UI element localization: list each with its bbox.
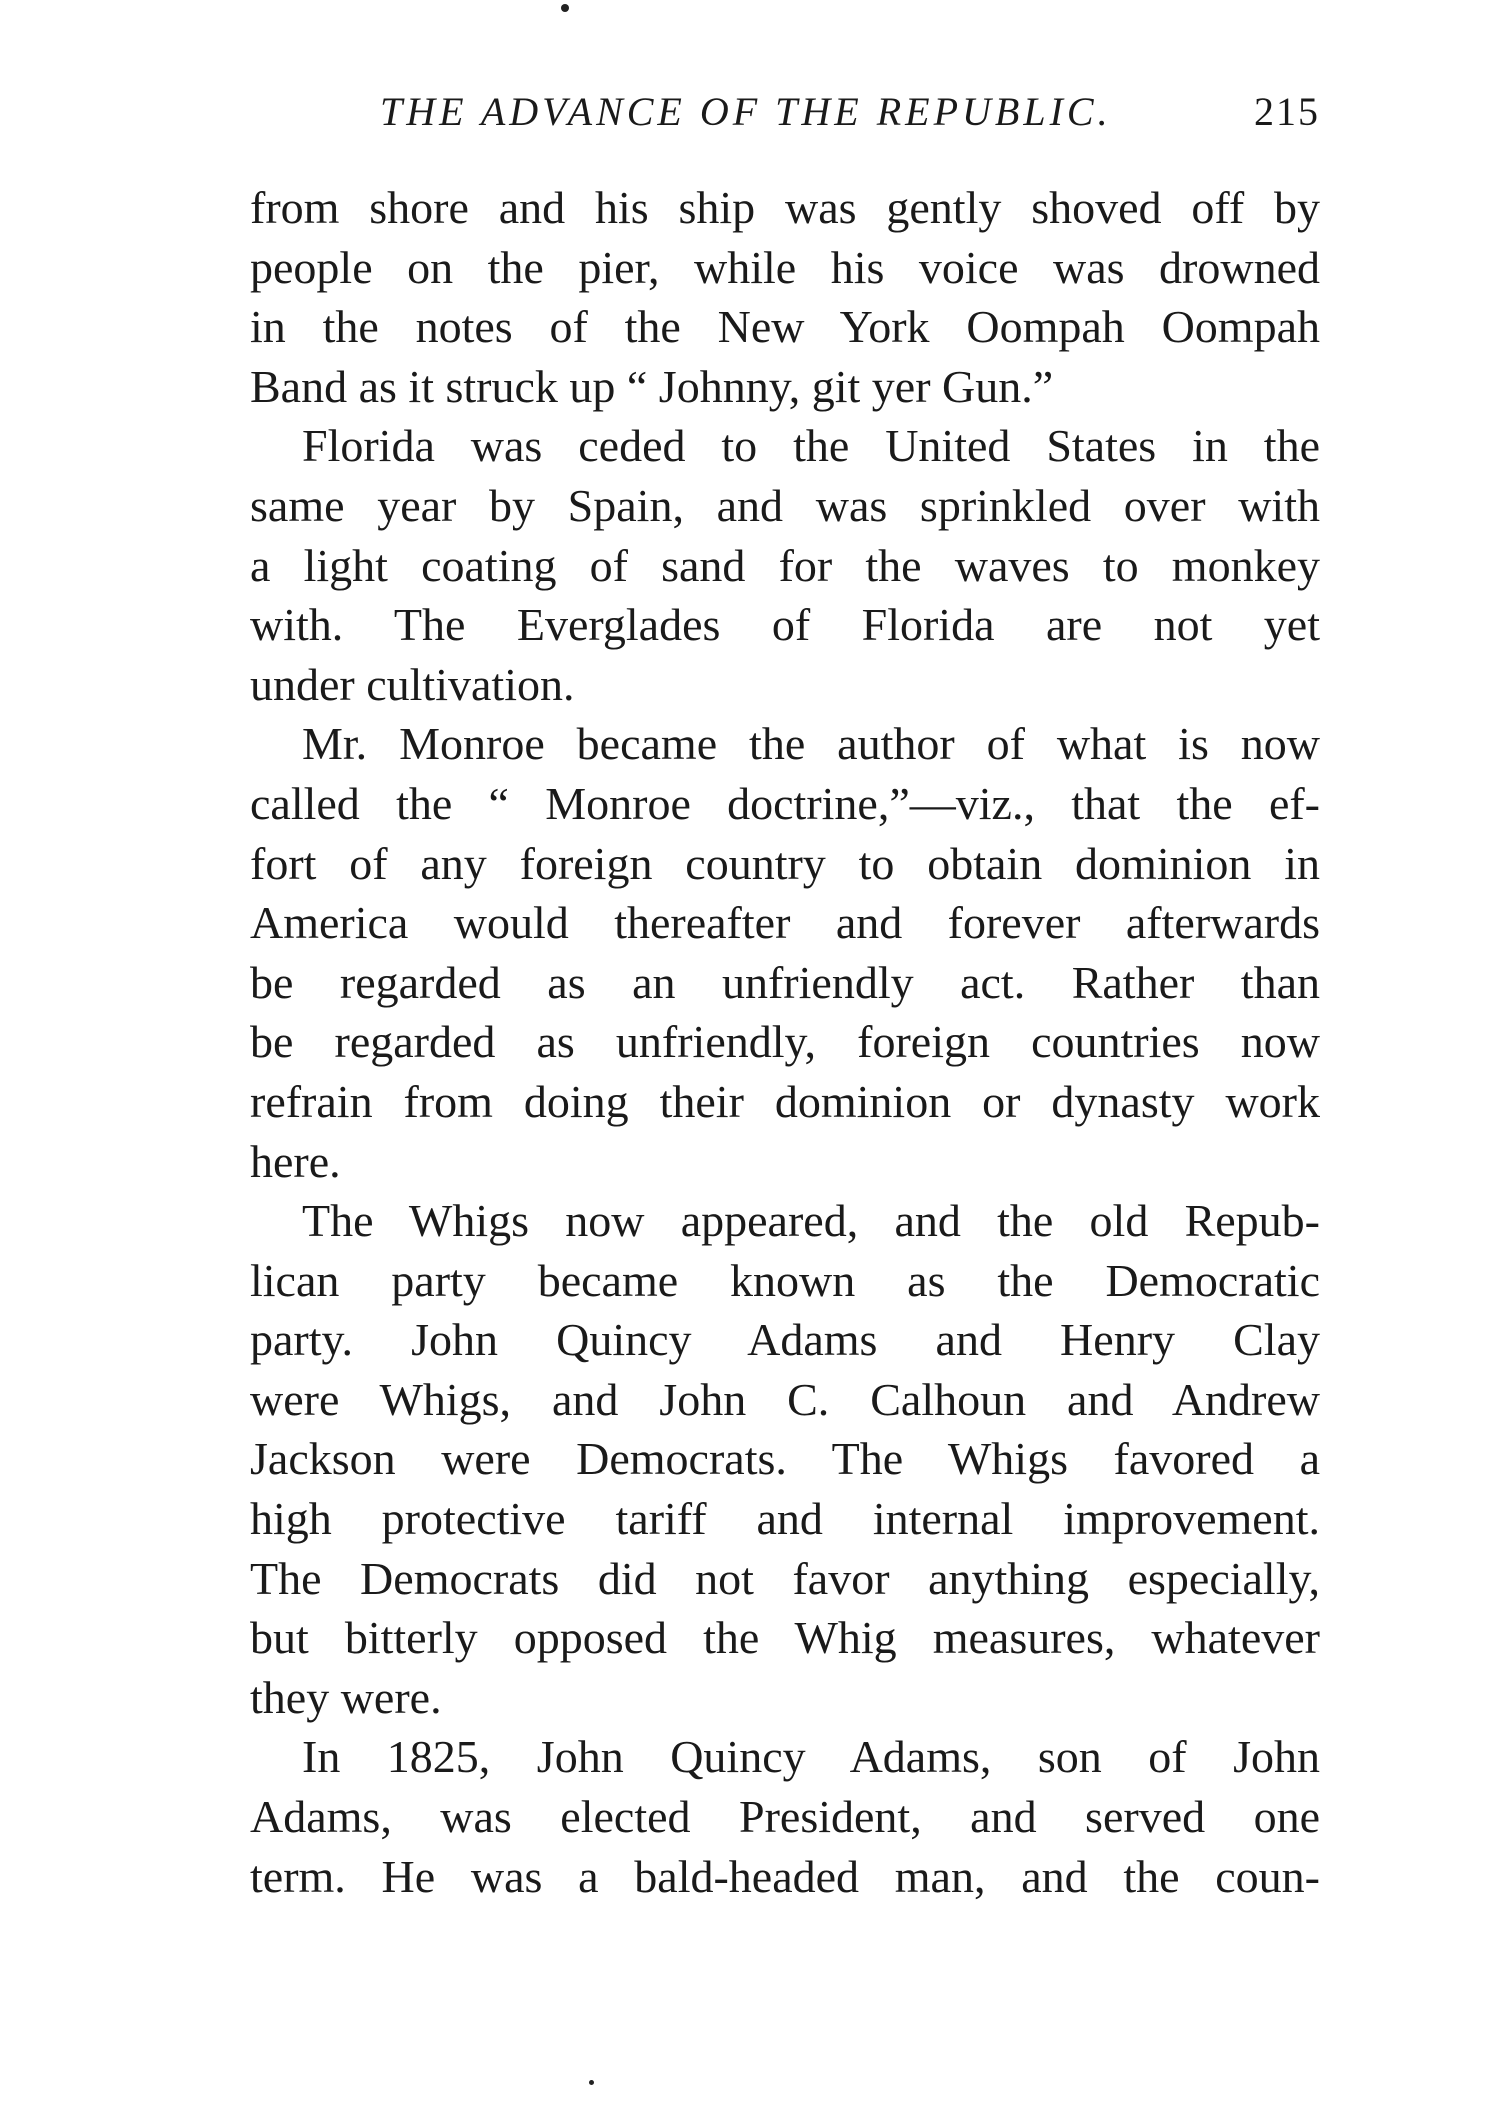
paragraph-4 <box>250 1191 1320 1727</box>
text-line: Jackson were Democrats. The Whigs favored a <box>250 1433 1320 1485</box>
body-text <box>250 178 1320 1906</box>
text-line: Mr. Monroe became the author of what is now <box>302 718 1320 770</box>
text-line: term. He was a bald-headed man, and the coun- <box>250 1850 1320 1902</box>
text-line: The Democrats did not favor anything especially, <box>250 1552 1320 1604</box>
text-line: people on the pier, while his voice was drowned <box>250 241 1320 293</box>
text-line: In 1825, John Quincy Adams, son of John <box>302 1731 1320 1783</box>
text-line: a light coating of sand for the waves to monkey <box>250 539 1320 591</box>
text-line: lican party became known as the Democratic <box>250 1254 1320 1306</box>
text-line: but bitterly opposed the Whig measures, whatever <box>250 1612 1320 1664</box>
paragraph-2 <box>250 416 1320 714</box>
paragraph-5 <box>250 1727 1320 1906</box>
text-line: same year by Spain, and was sprinkled over with <box>250 479 1320 531</box>
text-line: under cultivation. <box>250 658 575 710</box>
text-line: fort of any foreign country to obtain dominion in <box>250 837 1320 889</box>
text-line: were Whigs, and John C. Calhoun and Andrew <box>250 1373 1320 1425</box>
text-line: in the notes of the New York Oompah Oompah <box>250 301 1320 353</box>
page-number: 215 <box>1254 89 1320 134</box>
text-line: here. <box>250 1135 341 1187</box>
running-title: THE ADVANCE OF THE REPUBLIC. <box>380 89 1112 134</box>
text-line: high protective tariff and internal improvement. <box>250 1493 1320 1545</box>
text-line: be regarded as unfriendly, foreign countries now <box>250 1016 1320 1068</box>
text-line: from shore and his ship was gently shoved off by <box>250 182 1320 233</box>
text-line: Florida was ceded to the United States in the <box>302 420 1320 472</box>
ink-speck <box>589 2080 594 2085</box>
paragraph-3 <box>250 714 1320 1191</box>
text-line: Band as it struck up “ Johnny, git yer Gun.” <box>250 360 1054 412</box>
text-line: refrain from doing their dominion or dynasty work <box>250 1075 1320 1127</box>
text-line: America would thereafter and forever afterwards <box>250 897 1320 949</box>
text-line: called the “ Monroe doctrine,”—viz., that the ef- <box>250 777 1320 829</box>
paragraph-1 <box>250 178 1320 416</box>
text-line: party. John Quincy Adams and Henry Clay <box>250 1314 1320 1366</box>
running-head <box>250 88 1320 148</box>
ink-speck <box>561 4 569 12</box>
text-line: Adams, was elected President, and served one <box>250 1791 1320 1843</box>
text-line: with. The Everglades of Florida are not yet <box>250 599 1320 651</box>
text-line: The Whigs now appeared, and the old Repub- <box>302 1195 1320 1247</box>
text-line: they were. <box>250 1671 442 1723</box>
text-line: be regarded as an unfriendly act. Rather than <box>250 956 1320 1008</box>
